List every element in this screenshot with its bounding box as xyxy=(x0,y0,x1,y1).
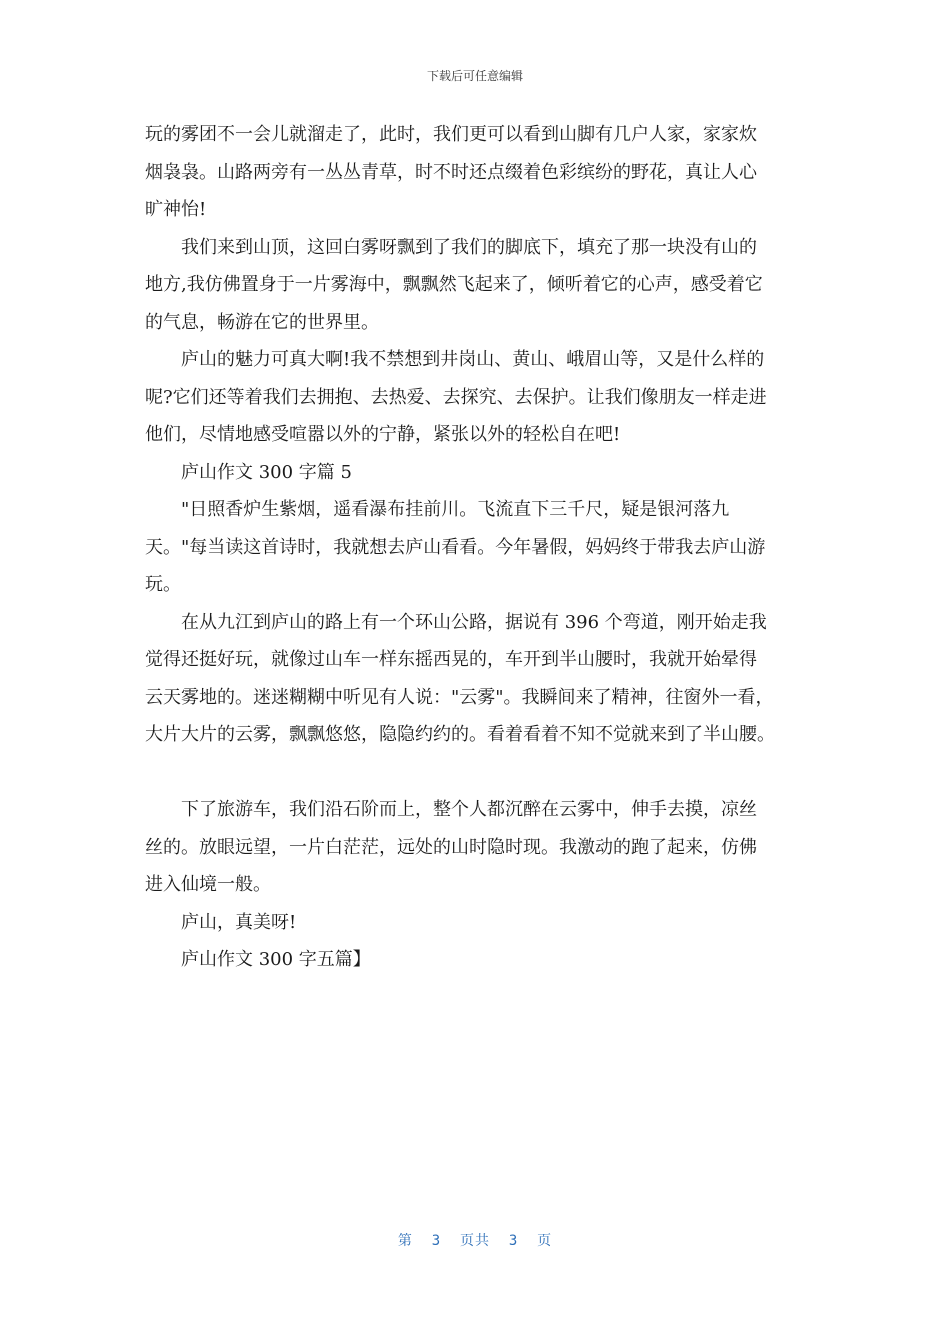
text-line: 的气息，畅游在它的世界里。 xyxy=(145,311,379,333)
text-line: 觉得还挺好玩，就像过山车一样东摇西晃的，车开到半山腰时，我就开始晕得 xyxy=(145,649,757,670)
text-line: 丝的。放眼远望，一片白茫茫，远处的山时隐时现。我激动的跑了起来，仿佛 xyxy=(145,836,757,858)
section-heading: 庐山作文 300 字篇 5 xyxy=(181,461,352,483)
text-line: 我们来到山顶，这回白雾呀飘到了我们的脚底下，填充了那一块没有山的 xyxy=(181,236,757,258)
text-line: 在从九江到庐山的路上有一个环山公路，据说有 396 个弯道，刚开始走我 xyxy=(181,611,767,633)
text-line: 进入仙境一般。 xyxy=(145,874,271,895)
text-line: 玩的雾团不一会儿就溜走了，此时，我们更可以看到山脚有几户人家，家家炊 xyxy=(145,124,757,145)
text-line: 庐山的魅力可真大啊!我不禁想到井岗山、黄山、峨眉山等，又是什么样的 xyxy=(181,349,765,370)
section-heading: 庐山作文 300 字五篇】 xyxy=(181,949,371,970)
text-line: 天。"每当读这首诗时，我就想去庐山看看。今年暑假，妈妈终于带我去庐山游 xyxy=(145,536,766,558)
text-line: 旷神怡! xyxy=(145,199,207,220)
text-line: 庐山，真美呀! xyxy=(181,911,297,933)
text-line: 玩。 xyxy=(145,574,181,595)
text-line: 他们，尽情地感受喧嚣以外的宁静，紧张以外的轻松自在吧! xyxy=(145,424,621,445)
text-line: 下了旅游车，我们沿石阶而上，整个人都沉醉在云雾中，伸手去摸，凉丝 xyxy=(181,799,757,820)
text-line: "日照香炉生紫烟，遥看瀑布挂前川。飞流直下三千尺，疑是银河落九 xyxy=(181,499,730,520)
document-body xyxy=(145,116,810,979)
page-header: 下载后可任意编辑 xyxy=(426,69,523,83)
page-number: 第 3 页共 3 页 xyxy=(397,1233,553,1249)
text-line: 地方,我仿佛置身于一片雾海中，飘飘然飞起来了，倾听着它的心声，感受着它 xyxy=(145,274,763,295)
text-line: 烟袅袅。山路两旁有一丛丛青草，时不时还点缀着色彩缤纷的野花，真让人心 xyxy=(145,161,757,183)
paragraph-gap xyxy=(145,754,810,792)
text-line: 云天雾地的。迷迷糊糊中听见有人说："云雾"。我瞬间来了精神，往窗外一看， xyxy=(145,686,774,708)
text-line: 大片大片的云雾，飘飘悠悠，隐隐约约的。看着看着不知不觉就来到了半山腰。 xyxy=(145,724,775,745)
text-line: 呢?它们还等着我们去拥抱、去热爱、去探究、去保护。让我们像朋友一样走进 xyxy=(145,386,767,408)
